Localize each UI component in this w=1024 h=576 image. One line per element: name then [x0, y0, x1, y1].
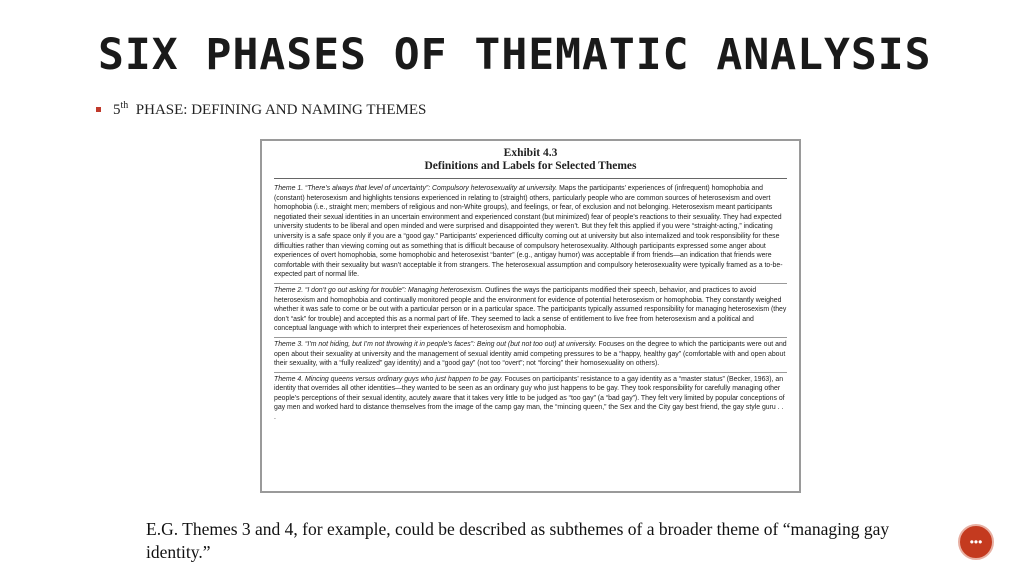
theme-4-body: Focuses on participants’ resistance to a gay identity as a “master status” (Becker, 1963), an identity that overrides all other identities—they wanted to be seen as an ordinary guy who just happens to be gay. They took responsibility for carefully managing other people’s perceptions of their sexual identity, acutely aware that it takes very little to be judged as “too gay” (a “bad gay”). They felt very limited by popular conceptions of gay men and worked hard to distance themselves from the image of the camp gay man, the “mincing queen,” the Sex and the City gay best friend, the gay style guru . . . [274, 375, 785, 422]
theme-1-body: Maps the participants’ experiences of (infrequent) homophobia and (constant) heterosexism and highlights tensions experienced in relating to (straight) others, particularly people who are common sources of heterosexism and overt homophobia (i.e., straight men; members of religious and non-White groups), and feelings, or fear, of exclusion and not belonging. Heterosexism meant participants negotiated their sexual identities in an uncertain environment and experienced constant (but minimized) fear of people’s reactions to their sexuality. They had expected university students to be liberal and open minded and were surprised and disappointed they weren’t. But they felt this applied if you were “straight-acting,” indicating university is a safe space only if you are a “good gay.” Participants’ experienced difficulty coming out at university but also internalized and took responsibility for these difficulties rather than viewing coming out as something that is difficult because of compulsory heterosexuality. Although participants expressed some anger about experiences of overt homophobia, some homophobic and heterosexist “banter” (e.g., antigay humor) was acceptable if from friends—an indication that friends were comfortable with their sexuality but wasn’t acceptable it from strangers. The heterosexual assumption and compulsory heterosexuality were typically framed as a to-be-expected part of normal life. [274, 185, 783, 279]
bullet-square-icon [96, 107, 101, 112]
theme-3-body: Focuses on the degree to which the participants were out and open about their sexuality at university and the management of sexual identity amid competing pressures to be a “happy, healthy gay” (comfortable with and open about their sexuality, with a “fully realized” gay identity) and a “good gay” (not too “overt”; not “forcing” their homosexuality on others). [274, 340, 787, 368]
exhibit-image [260, 139, 801, 493]
slide-title: SIX PHASES OF THEMATIC ANALYSIS [98, 30, 932, 80]
theme-1-label: Theme 1. “There’s always that level of uncertainty”: Compulsory heterosexuality at university. [274, 185, 558, 192]
theme-2 [274, 283, 787, 337]
theme-2-body: Outlines the ways the participants modified their speech, behavior, and practices to avoid heterosexism and homophobia and continually monitored people and the environment for evidence of potential heterosexism or homophobia. They constantly weighed whether it was safe to come or be out with a particular person or in a particular space. The participants typically assumed responsibility for managing heterosexism (they don’t “ask” for trouble) and accepted this as a normal part of life. They seemed to lack a sense of entitlement to live free from heterosexism and a political and conceptual language with which to interpret their experiences of heterosexism and homophobia. [274, 286, 787, 333]
theme-2-label: Theme 2. “I don’t go out asking for trouble”: Managing heterosexism. [274, 286, 484, 294]
theme-3 [274, 337, 787, 372]
bullet-phase [96, 100, 426, 119]
theme-4-label: Theme 4. Mincing queens versus ordinary guys who just happen to be gay. [274, 375, 503, 383]
theme-4 [274, 372, 787, 426]
bullet-text: PHASE: DEFINING AND NAMING THEMES [135, 102, 427, 118]
footer-note: E.G. Themes 3 and 4, for example, could be described as subthemes of a broader theme of “managing gay identity.” [146, 519, 890, 562]
bullet-superscript: th [120, 100, 129, 111]
exhibit-title: Definitions and Labels for Selected Themes [424, 160, 637, 172]
bullet-number: 5 [113, 102, 121, 118]
exhibit-number: Exhibit 4.3 [503, 147, 558, 159]
nav-dots-icon: ••• [969, 535, 983, 549]
theme-1 [274, 182, 787, 283]
slide-nav-button[interactable] [958, 524, 994, 560]
theme-3-label: Theme 3. “I’m not hiding, but I’m not throwing it in people’s faces”: Being out (but not too out) at university. [274, 340, 597, 348]
exhibit-rule [274, 178, 787, 179]
